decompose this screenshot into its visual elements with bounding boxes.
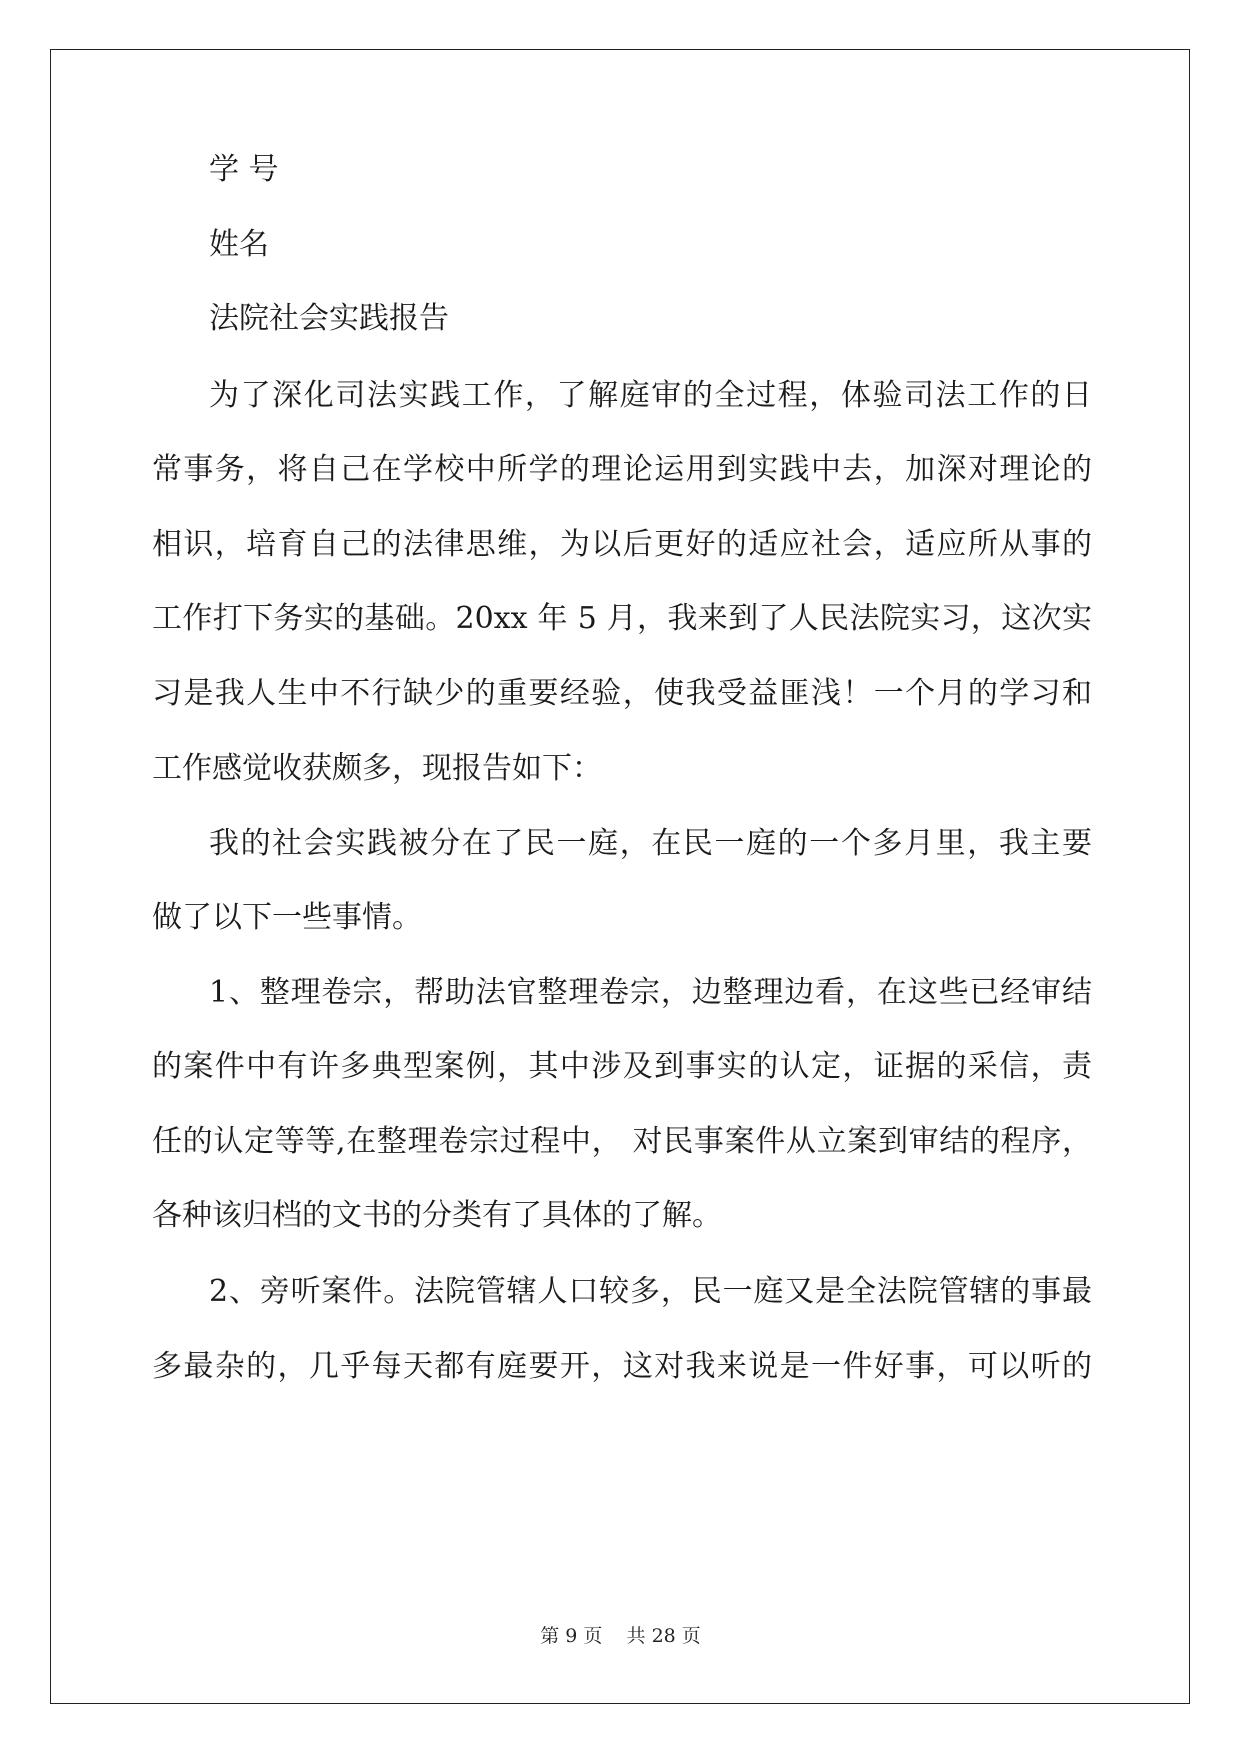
paragraph-line: 做了以下一些事情。: [152, 900, 422, 935]
paragraph-line: 2、旁听案件。法院管辖人口较多，民一庭又是全法院管辖的事最: [209, 1274, 1092, 1309]
page-number: 第 9 页 共 28 页: [540, 1625, 701, 1647]
page-border: [50, 49, 1190, 1704]
paragraph-line: 各种该归档的文书的分类有了具体的了解。: [152, 1198, 722, 1233]
paragraph-line: 多最杂的，几乎每天都有庭要开，这对我来说是一件好事，可以听的: [152, 1349, 1092, 1384]
paragraph-line: 任的认定等等,在整理卷宗过程中， 对民事案件从立案到审结的程序，: [152, 1124, 1092, 1159]
paragraph-line: 工作打下务实的基础。20xx 年 5 月，我来到了人民法院实习，这次实: [152, 601, 1092, 636]
paragraph-line: 1、整理卷宗，帮助法官整理卷宗，边整理边看，在这些已经审结: [209, 975, 1092, 1010]
report-title: 法院社会实践报告: [209, 301, 449, 336]
paragraph-line: 常事务，将自己在学校中所学的理论运用到实践中去，加深对理论的: [152, 452, 1092, 487]
paragraph-line: 的案件中有许多典型案例，其中涉及到事实的认定，证据的采信，责: [152, 1049, 1092, 1084]
student-id-label: 学 号: [209, 152, 279, 187]
name-label: 姓名: [209, 227, 269, 262]
page-footer: [0, 1621, 1241, 1648]
paragraph-line: 为了深化司法实践工作，了解庭审的全过程，体验司法工作的日: [209, 378, 1092, 413]
paragraph-line: 相识，培育自己的法律思维，为以后更好的适应社会，适应所从事的: [152, 527, 1092, 562]
paragraph-line: 习是我人生中不行缺少的重要经验，使我受益匪浅！一个月的学习和: [152, 676, 1092, 711]
paragraph-line: 我的社会实践被分在了民一庭，在民一庭的一个多月里，我主要: [209, 826, 1092, 861]
paragraph-line: 工作感觉收获颇多，现报告如下：: [152, 751, 602, 786]
